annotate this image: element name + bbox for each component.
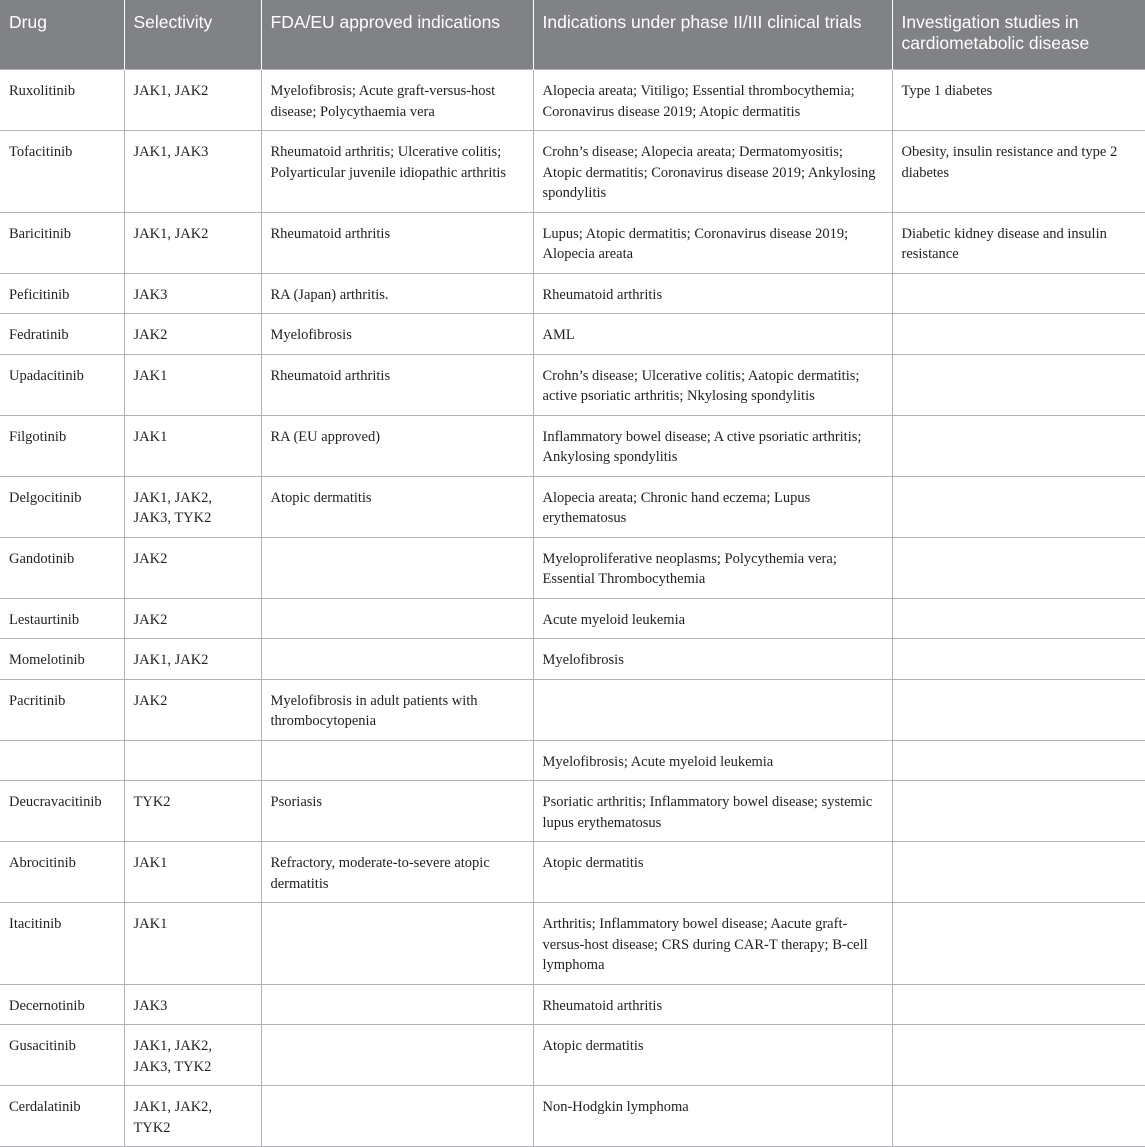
- trial-indications-cell: Crohn’s disease; Ulcerative colitis; Aatopic dermatitis; active psoriatic arthritis; Nkylosing spondylitis: [533, 354, 892, 415]
- approved-indications-cell: Myelofibrosis: [261, 314, 533, 355]
- table-row: [0, 842, 1145, 903]
- table-row: [0, 537, 1145, 598]
- header-approved-indications: FDA/EU approved indications: [261, 0, 533, 70]
- trial-indications-cell: Rheumatoid arthritis: [533, 984, 892, 1025]
- cardiometabolic-cell: [892, 537, 1145, 598]
- drug-cell: Gandotinib: [0, 537, 124, 598]
- header-selectivity: Selectivity: [124, 0, 261, 70]
- cardiometabolic-cell: [892, 1025, 1145, 1086]
- approved-indications-cell: RA (Japan) arthritis.: [261, 273, 533, 314]
- approved-indications-cell: RA (EU approved): [261, 415, 533, 476]
- cardiometabolic-cell: [892, 598, 1145, 639]
- trial-indications-cell: AML: [533, 314, 892, 355]
- table-header: [0, 0, 1145, 70]
- selectivity-cell: JAK1, JAK2, JAK3, TYK2: [124, 476, 261, 537]
- approved-indications-cell: Psoriasis: [261, 781, 533, 842]
- cardiometabolic-cell: [892, 781, 1145, 842]
- selectivity-cell: TYK2: [124, 781, 261, 842]
- drug-cell: Pacritinib: [0, 679, 124, 740]
- selectivity-cell: JAK3: [124, 273, 261, 314]
- selectivity-cell: JAK3: [124, 984, 261, 1025]
- table-row: [0, 131, 1145, 213]
- table-row: [0, 740, 1145, 781]
- trial-indications-cell: Alopecia areata; Chronic hand eczema; Lupus erythematosus: [533, 476, 892, 537]
- cardiometabolic-cell: [892, 842, 1145, 903]
- selectivity-cell: JAK1: [124, 903, 261, 985]
- selectivity-cell: JAK1: [124, 415, 261, 476]
- table-row: [0, 1025, 1145, 1086]
- selectivity-cell: JAK2: [124, 679, 261, 740]
- trial-indications-cell: Arthritis; Inflammatory bowel disease; Aacute graft-versus-host disease; CRS during CAR-T therapy; B-cell lymphoma: [533, 903, 892, 985]
- cardiometabolic-cell: [892, 639, 1145, 680]
- table-body: [0, 70, 1145, 1147]
- drug-cell: Abrocitinib: [0, 842, 124, 903]
- cardiometabolic-cell: [892, 314, 1145, 355]
- approved-indications-cell: [261, 598, 533, 639]
- trial-indications-cell: Acute myeloid leukemia: [533, 598, 892, 639]
- drug-cell: Ruxolitinib: [0, 70, 124, 131]
- table-row: [0, 273, 1145, 314]
- drug-cell: Upadacitinib: [0, 354, 124, 415]
- cardiometabolic-cell: [892, 476, 1145, 537]
- drug-cell: [0, 740, 124, 781]
- cardiometabolic-cell: Obesity, insulin resistance and type 2 diabetes: [892, 131, 1145, 213]
- cardiometabolic-cell: Type 1 diabetes: [892, 70, 1145, 131]
- drug-cell: Peficitinib: [0, 273, 124, 314]
- cardiometabolic-cell: [892, 354, 1145, 415]
- table-row: [0, 679, 1145, 740]
- trial-indications-cell: Atopic dermatitis: [533, 842, 892, 903]
- cardiometabolic-cell: [892, 415, 1145, 476]
- table-row: [0, 639, 1145, 680]
- header-trial-indications: Indications under phase II/III clinical trials: [533, 0, 892, 70]
- drug-cell: Fedratinib: [0, 314, 124, 355]
- drug-cell: Momelotinib: [0, 639, 124, 680]
- table-row: [0, 476, 1145, 537]
- table-row: [0, 314, 1145, 355]
- trial-indications-cell: Rheumatoid arthritis: [533, 273, 892, 314]
- selectivity-cell: JAK1, JAK3: [124, 131, 261, 213]
- trial-indications-cell: Myeloproliferative neoplasms; Polycythemia vera; Essential Thrombocythemia: [533, 537, 892, 598]
- approved-indications-cell: [261, 1025, 533, 1086]
- approved-indications-cell: Atopic dermatitis: [261, 476, 533, 537]
- header-cardiometabolic-studies: Investigation studies in cardiometabolic disease: [892, 0, 1145, 70]
- trial-indications-cell: Atopic dermatitis: [533, 1025, 892, 1086]
- approved-indications-cell: Rheumatoid arthritis: [261, 354, 533, 415]
- cardiometabolic-cell: [892, 1086, 1145, 1147]
- trial-indications-cell: Lupus; Atopic dermatitis; Coronavirus disease 2019; Alopecia areata: [533, 212, 892, 273]
- approved-indications-cell: [261, 537, 533, 598]
- cardiometabolic-cell: [892, 273, 1145, 314]
- trial-indications-cell: Inflammatory bowel disease; A ctive psoriatic arthritis; Ankylosing spondylitis: [533, 415, 892, 476]
- selectivity-cell: JAK1, JAK2: [124, 212, 261, 273]
- drug-cell: Decernotinib: [0, 984, 124, 1025]
- table-row: [0, 903, 1145, 985]
- cardiometabolic-cell: [892, 740, 1145, 781]
- approved-indications-cell: Refractory, moderate-to-severe atopic dermatitis: [261, 842, 533, 903]
- approved-indications-cell: Rheumatoid arthritis; Ulcerative colitis; Polyarticular juvenile idiopathic arthritis: [261, 131, 533, 213]
- table-row: [0, 212, 1145, 273]
- selectivity-cell: JAK1: [124, 842, 261, 903]
- approved-indications-cell: Myelofibrosis; Acute graft-versus-host disease; Polycythaemia vera: [261, 70, 533, 131]
- trial-indications-cell: Myelofibrosis: [533, 639, 892, 680]
- drug-cell: Gusacitinib: [0, 1025, 124, 1086]
- trial-indications-cell: Myelofibrosis; Acute myeloid leukemia: [533, 740, 892, 781]
- drug-cell: Itacitinib: [0, 903, 124, 985]
- drug-cell: Delgocitinib: [0, 476, 124, 537]
- approved-indications-cell: Myelofibrosis in adult patients with thrombocytopenia: [261, 679, 533, 740]
- trial-indications-cell: Alopecia areata; Vitiligo; Essential thrombocythemia; Coronavirus disease 2019; Atopic dermatitis: [533, 70, 892, 131]
- selectivity-cell: JAK2: [124, 314, 261, 355]
- drug-cell: Cerdalatinib: [0, 1086, 124, 1147]
- header-drug: Drug: [0, 0, 124, 70]
- drug-cell: Filgotinib: [0, 415, 124, 476]
- selectivity-cell: JAK1, JAK2: [124, 70, 261, 131]
- approved-indications-cell: [261, 639, 533, 680]
- drug-cell: Deucravacitinib: [0, 781, 124, 842]
- drug-cell: Tofacitinib: [0, 131, 124, 213]
- trial-indications-cell: Non-Hodgkin lymphoma: [533, 1086, 892, 1147]
- selectivity-cell: JAK1, JAK2: [124, 639, 261, 680]
- table-row: [0, 984, 1145, 1025]
- selectivity-cell: JAK2: [124, 537, 261, 598]
- approved-indications-cell: [261, 984, 533, 1025]
- approved-indications-cell: Rheumatoid arthritis: [261, 212, 533, 273]
- approved-indications-cell: [261, 903, 533, 985]
- drug-cell: Lestaurtinib: [0, 598, 124, 639]
- table-row: [0, 781, 1145, 842]
- cardiometabolic-cell: [892, 903, 1145, 985]
- table-row: [0, 70, 1145, 131]
- approved-indications-cell: [261, 740, 533, 781]
- approved-indications-cell: [261, 1086, 533, 1147]
- table-row: [0, 598, 1145, 639]
- cardiometabolic-cell: [892, 679, 1145, 740]
- selectivity-cell: [124, 740, 261, 781]
- cardiometabolic-cell: [892, 984, 1145, 1025]
- drug-cell: Baricitinib: [0, 212, 124, 273]
- cardiometabolic-cell: Diabetic kidney disease and insulin resistance: [892, 212, 1145, 273]
- selectivity-cell: JAK1: [124, 354, 261, 415]
- selectivity-cell: JAK1, JAK2, JAK3, TYK2: [124, 1025, 261, 1086]
- trial-indications-cell: Psoriatic arthritis; Inflammatory bowel disease; systemic lupus erythematosus: [533, 781, 892, 842]
- selectivity-cell: JAK1, JAK2, TYK2: [124, 1086, 261, 1147]
- trial-indications-cell: Crohn’s disease; Alopecia areata; Dermatomyositis; Atopic dermatitis; Coronavirus disease 2019; Ankylosing spondylitis: [533, 131, 892, 213]
- table-row: [0, 415, 1145, 476]
- table-row: [0, 354, 1145, 415]
- trial-indications-cell: [533, 679, 892, 740]
- table-row: [0, 1086, 1145, 1147]
- selectivity-cell: JAK2: [124, 598, 261, 639]
- header-row: [0, 0, 1145, 70]
